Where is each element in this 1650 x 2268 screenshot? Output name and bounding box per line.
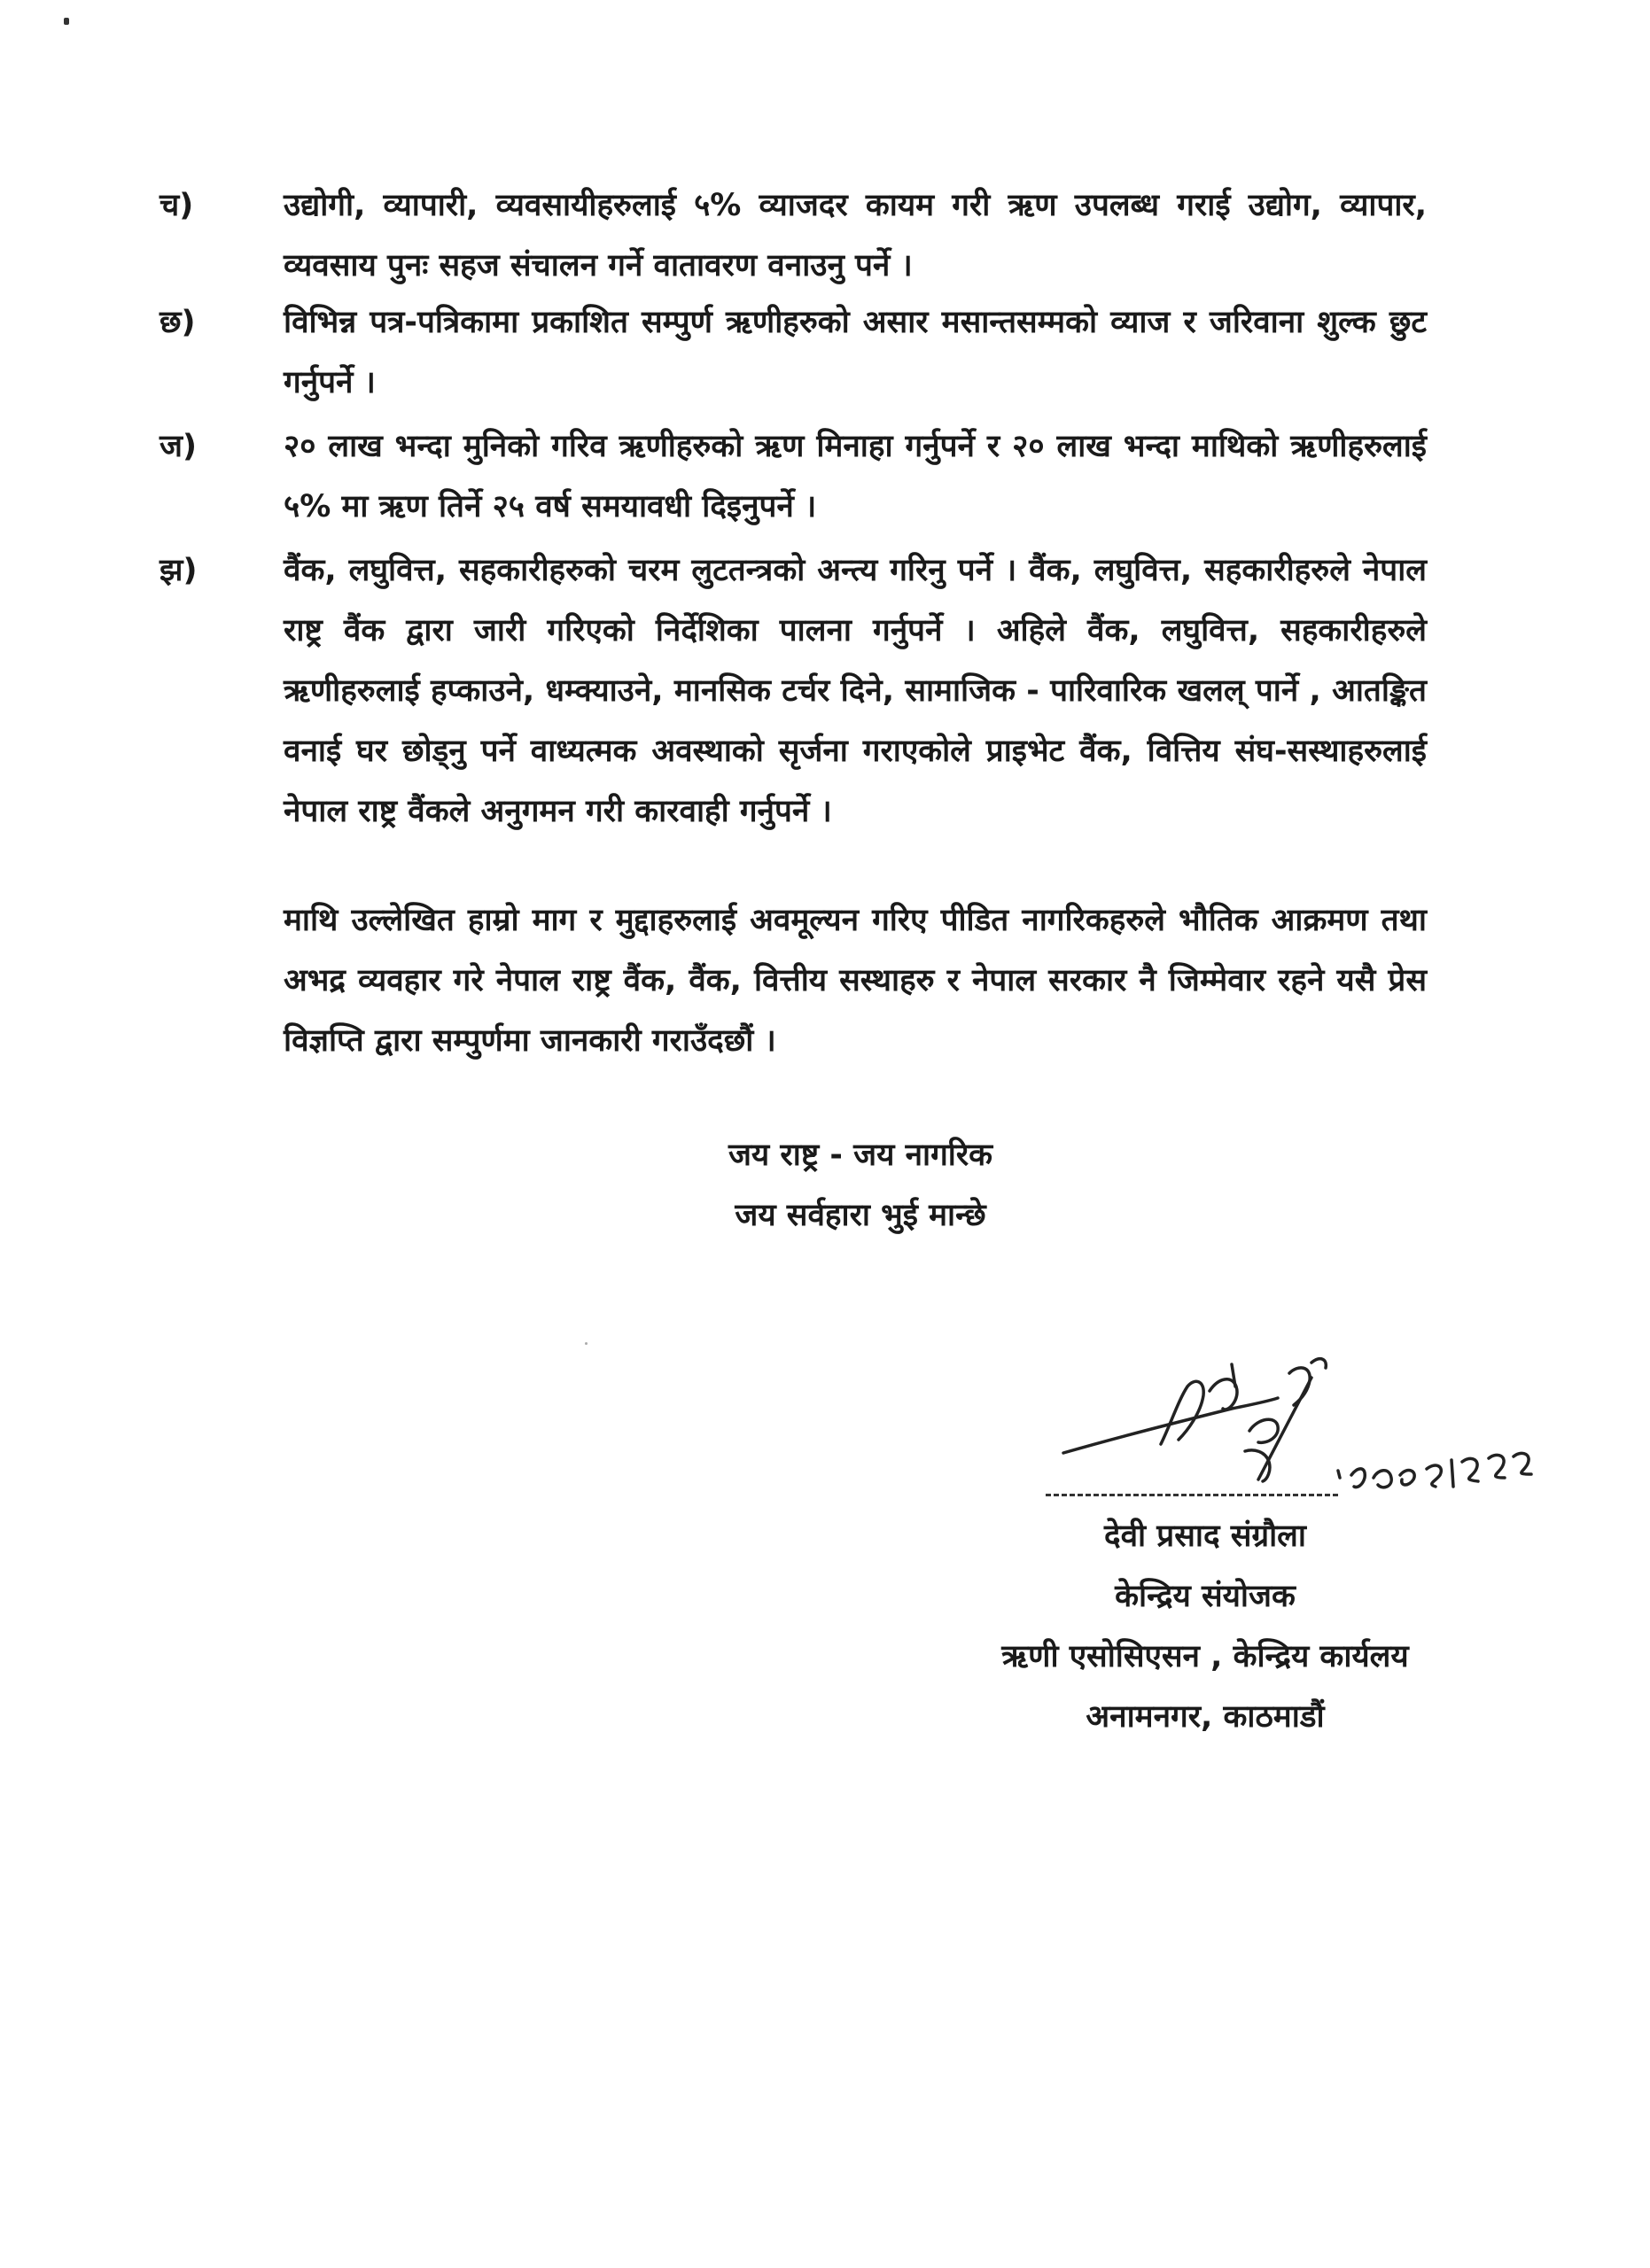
item-marker: छ) <box>160 305 196 340</box>
slogan-line: जय सर्वहारा भुई मान्छे <box>735 1198 986 1233</box>
item-text: उद्योगी, व्यापारी, व्यवसायीहरुलाई ५% व्याजदर कायम गरी ऋण उपलब्ध गराई उद्योग, व्यापार, व्यवसाय पुनः सहज संचालन गर्ने वातावरण वनाउनु पर्ने । <box>284 188 1427 284</box>
signer-title: केन्द्रिय संयोजक <box>1115 1579 1296 1614</box>
signer-organization: ऋणी एसोसिएसन , केन्द्रिय कार्यलय <box>1001 1639 1409 1674</box>
item-text: वैंक, लघुवित्त, सहकारीहरुको चरम लुटतन्त्रको अन्त्य गरिनु पर्ने । वैंक, लघुवित्त, सहकारीहरुले नेपाल राष्ट्र वैंक द्वारा जारी गरिएको निर्देशिका पालना गर्नुपर्ने । अहिले वैंक, लघुवित्त, सहकारीहरुले ऋणीहरुलाई हप्काउने, धम्क्याउने, मानसिक टर्चर दिने, सामाजिक - पारिवारिक खलल् पार्ने , आतङ्कित वनाई घर छोड्नु पर्ने वाध्यत्मक अवस्थाको सृर्जना गराएकोले प्राइभेट वैंक, वित्तिय संघ-सस्थाहरुलाई नेपाल राष्ट्र वैंकले अनुगमन गरी कारवाही गर्नुपर्ने । <box>284 553 1427 829</box>
signer-block <box>895 1506 1515 1747</box>
closing-paragraph: माथि उल्लेखित हाम्रो माग र मुद्दाहरुलाई अवमूल्यन गरिए पीडित नागरिकहरुले भौतिक आक्रमण तथा अभद्र व्यवहार गरे नेपाल राष्ट्र वैंक, वैंक, वित्तीय सस्थाहरु र नेपाल सरकार नै जिम्मेवार रहने यसै प्रेस विज्ञप्ति द्वारा सम्पुर्णमा जानकारी गराउँदछौं । <box>284 903 1427 1059</box>
slogans <box>0 1125 1650 1246</box>
signer-address: अनामनगर, काठमाडौं <box>1086 1699 1325 1735</box>
scan-speck <box>64 18 69 25</box>
item-marker: झ) <box>160 553 198 588</box>
signer-name: देवी प्रसाद संग्रौला <box>1104 1518 1306 1554</box>
item-marker: ज) <box>160 429 197 464</box>
item-text: २० लाख भन्दा मुनिको गरिव ऋणीहरुको ऋण मिनाहा गर्नुपर्ने र २० लाख भन्दा माथिको ऋणीहरुलाई ५% मा ऋण तिर्ने २५ वर्ष समयावधी दिइनुपर्ने । <box>284 429 1427 524</box>
signature-line <box>1046 1494 1338 1496</box>
handwritten-signature <box>1046 1347 1613 1506</box>
item-marker: च) <box>160 188 194 223</box>
slogan-line: जय राष्ट्र - जय नागरिक <box>728 1138 993 1173</box>
scan-speck <box>585 1342 588 1345</box>
item-text: विभिन्न पत्र-पत्रिकामा प्रकाशित सम्पुर्ण ऋणीहरुको असार मसान्तसम्मको व्याज र जरिवाना शुल्क छुट गर्नुपर्ने । <box>284 305 1427 400</box>
